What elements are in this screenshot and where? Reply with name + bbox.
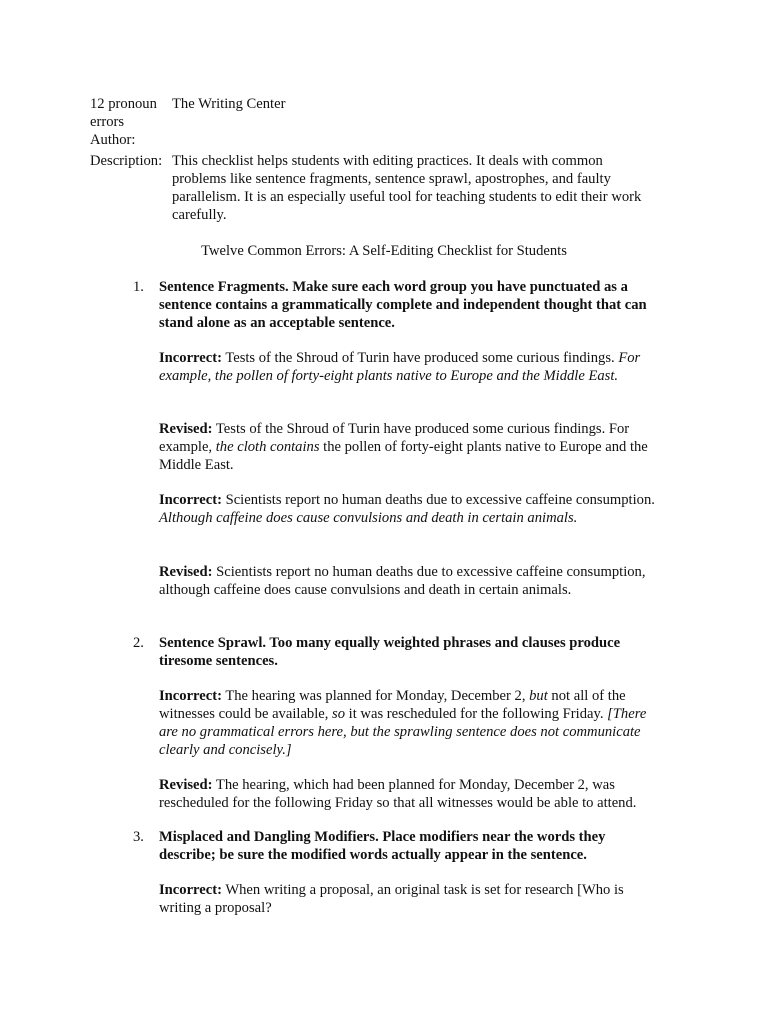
example-paragraph [159, 491, 659, 527]
example-label: Incorrect: [159, 350, 222, 366]
document-header [90, 95, 680, 225]
example-italic: but [529, 688, 548, 704]
example-text: When writing a proposal, an original task is set for research [Who is writing a proposal? [159, 882, 624, 916]
example-label: Revised: [159, 421, 213, 437]
author-label: Author: [90, 132, 136, 148]
example-text: Scientists report no human deaths due to excessive caffeine consumption. [221, 492, 655, 508]
example-italic: the cloth contains [215, 439, 320, 455]
subject-label-cont: errors [90, 114, 125, 130]
source-name: The Writing Center [172, 96, 286, 112]
item-number: 3. [133, 829, 144, 845]
example-paragraph [159, 776, 659, 812]
example-italic: [There are no grammatical errors here, but the sprawling sentence does not communicate clearly and concisely.] [159, 706, 647, 758]
example-text: The hearing, which had been planned for Monday, December 2, was rescheduled for the following Friday so that all witnesses would be able to attend. [159, 777, 637, 811]
example-paragraph [159, 563, 659, 599]
example-text: The hearing was planned for Monday, December 2, [221, 688, 530, 704]
example-italic: For example, the pollen of forty-eight plants native to Europe and the Middle East. [159, 350, 641, 384]
example-label: Incorrect: [159, 882, 222, 898]
example-italic: so [332, 706, 346, 722]
example-text: the pollen of forty-eight plants native to Europe and the Middle East. [159, 439, 648, 473]
example-text: not all of the witnesses could be available, [159, 688, 626, 722]
example-text: it was rescheduled for the following Friday. [345, 706, 604, 722]
item-heading: Sentence Sprawl. Too many equally weighted phrases and clauses produce tiresome sentences. [159, 635, 621, 669]
example-paragraph [159, 687, 659, 759]
example-label: Revised: [159, 564, 213, 580]
description-label: Description: [90, 153, 163, 169]
subject-label: 12 pronoun [90, 96, 157, 112]
item-heading: Misplaced and Dangling Modifiers. Place modifiers near the words they describe; be sure the modified words actually appear in the sentence. [159, 829, 606, 863]
example-paragraph [159, 881, 659, 917]
example-text: Tests of the Shroud of Turin have produced some curious findings. [221, 350, 615, 366]
example-text: Tests of the Shroud of Turin have produced some curious findings. For example, [159, 421, 630, 455]
example-paragraph [159, 349, 659, 385]
item-heading: Sentence Fragments. Make sure each word group you have punctuated as a sentence contains a grammatically complete and independent thought that can stand alone as an acceptable sentence. [159, 279, 647, 331]
example-italic: Although caffeine does cause convulsions and death in certain animals. [159, 510, 578, 526]
document-title: Twelve Common Errors: A Self-Editing Checklist for Students [201, 243, 567, 259]
example-label: Incorrect: [159, 492, 222, 508]
example-text: Scientists report no human deaths due to excessive caffeine consumption, although caffeine does cause convulsions and death in certain animals. [159, 564, 646, 598]
item-number: 1. [133, 279, 144, 295]
item-number: 2. [133, 635, 144, 651]
example-label: Revised: [159, 777, 213, 793]
example-paragraph [159, 420, 659, 474]
description-text: This checklist helps students with editing practices. It deals with common problems like sentence fragments, sentence sprawl, apostrophes, and faulty parallelism. It is an especially useful tool for teaching students to edit their work carefully. [172, 153, 642, 223]
example-label: Incorrect: [159, 688, 222, 704]
